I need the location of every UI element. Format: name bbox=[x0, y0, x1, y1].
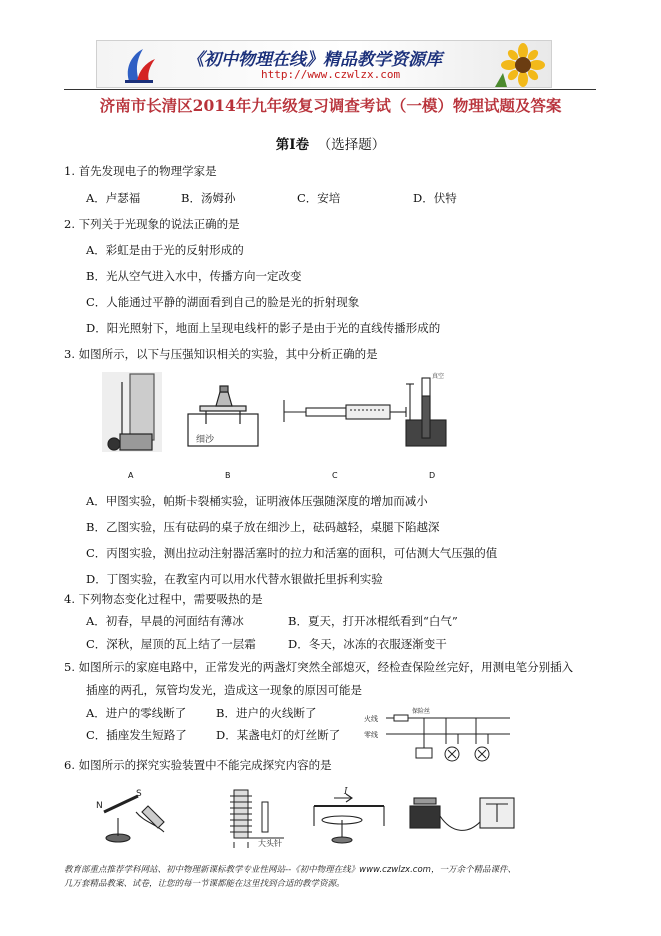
figure-label-a: A bbox=[128, 471, 134, 480]
site-logo-icon bbox=[121, 45, 157, 85]
question-2-option-d[interactable]: D．阳光照射下，地面上呈现电线杆的影子是由于光的直线传播形成的 bbox=[86, 321, 441, 335]
circuit-neutral-label: 零线 bbox=[364, 731, 378, 739]
figure-c-syringe bbox=[284, 400, 406, 422]
question-3-option-d[interactable]: D．丁图实验，在教室内可以用水代替水银做托里拆利实验 bbox=[86, 572, 383, 586]
section-heading-note: （选择题） bbox=[317, 137, 386, 153]
page-footer bbox=[64, 863, 604, 891]
question-4-option-d[interactable]: D．冬天，冰冻的衣服逐渐变干 bbox=[288, 637, 447, 651]
question-5-option-c[interactable]: C．插座发生短路了 bbox=[86, 728, 187, 742]
question-2-option-b[interactable]: B．光从空气进入水中，传播方向一定改变 bbox=[86, 269, 302, 283]
page-title: 济南市长清区2014年九年级复习调查考试（一模）物理试题及答案 bbox=[99, 96, 562, 115]
question-5-stem: 5. 如图所示的家庭电路中，正常发光的两盏灯突然全部熄灭，经检查保险丝完好，用测电笔分别插入 bbox=[64, 660, 574, 674]
magnet-n-label: N bbox=[96, 801, 103, 811]
figure-induction bbox=[410, 798, 514, 830]
question-5-option-d[interactable]: D．某盏电灯的灯丝断了 bbox=[216, 728, 341, 742]
figure-label-d: D bbox=[429, 471, 436, 480]
question-2-stem: 2. 下列关于光现象的说法正确的是 bbox=[64, 217, 240, 231]
question-4-stem: 4. 下列物态变化过程中，需要吸热的是 bbox=[64, 592, 263, 606]
banner-url[interactable]: http://www.czwlzx.com bbox=[261, 68, 401, 81]
section-heading-main: 第Ⅰ卷 bbox=[275, 137, 310, 153]
figure-d-vacuum-label: 真空 bbox=[432, 373, 445, 380]
question-4-option-c[interactable]: C．深秋，屋顶的瓦上结了一层霜 bbox=[86, 637, 256, 651]
question-6-figure bbox=[84, 782, 534, 852]
banner-title: 《初中物理在线》精品教学资源库 bbox=[187, 50, 442, 70]
circuit-live-label: 火线 bbox=[364, 715, 378, 723]
figure-label-c: C bbox=[332, 471, 338, 480]
footer-line-2: 几万套精品教案、试卷，让您的每一节课都能在这里找到合适的教学资源。 bbox=[64, 879, 345, 889]
circuit-fuse-label: 保险丝 bbox=[412, 708, 431, 715]
current-i-label: I bbox=[344, 787, 348, 797]
site-banner bbox=[96, 40, 552, 88]
section-heading bbox=[0, 133, 661, 153]
pin-label: 大头针 bbox=[258, 839, 282, 848]
question-3-option-b[interactable]: B．乙图实验，压有砝码的桌子放在细沙上，砝码越轻，桌腿下陷越深 bbox=[86, 520, 440, 534]
question-4-option-b[interactable]: B．夏天，打开冰棍纸看到“白气” bbox=[288, 614, 458, 628]
question-2-option-c[interactable]: C．人能通过平静的湖面看到自己的脸是光的折射现象 bbox=[86, 295, 360, 309]
footer-line-1: 教育部重点推荐学科网站、初中物理新课标教学专业性网站--《初中物理在线》www.czwlzx.com，一万余个精品课件、 bbox=[64, 865, 516, 875]
question-3-stem: 3. 如图所示，以下与压强知识相关的实验，其中分析正确的是 bbox=[64, 347, 378, 361]
question-5-option-a[interactable]: A．进户的零线断了 bbox=[86, 706, 187, 720]
question-1-option-d[interactable]: D．伏特 bbox=[413, 191, 457, 205]
figure-oersted bbox=[314, 794, 384, 843]
question-5-circuit-figure bbox=[364, 704, 514, 766]
figure-a-barrel bbox=[102, 372, 162, 452]
question-1-option-b[interactable]: B．汤姆孙 bbox=[181, 191, 236, 205]
header-rule bbox=[64, 89, 596, 90]
magnet-s-label: S bbox=[136, 789, 142, 799]
question-1-option-a[interactable]: A．卢瑟福 bbox=[86, 191, 141, 205]
question-6-stem: 6. 如图所示的探究实验装置中不能完成探究内容的是 bbox=[64, 758, 332, 772]
question-4-option-a[interactable]: A．初春，早晨的河面结有薄冰 bbox=[86, 614, 244, 628]
question-1-stem: 1. 首先发现电子的物理学家是 bbox=[64, 164, 217, 178]
sunflower-icon bbox=[493, 43, 545, 87]
figure-d-torricelli bbox=[406, 378, 446, 446]
question-5-stem-continued: 插座的两孔，氖管均发光，造成这一现象的原因可能是 bbox=[86, 683, 362, 697]
figure-label-b: B bbox=[225, 471, 231, 480]
question-5-option-b[interactable]: B．进户的火线断了 bbox=[216, 706, 317, 720]
figure-magnet-compass bbox=[104, 796, 164, 842]
question-3-figure bbox=[100, 370, 450, 454]
question-3-option-c[interactable]: C．丙图实验，测出拉动注射器活塞时的拉力和活塞的面积，可估测大气压强的值 bbox=[86, 546, 498, 560]
question-3-option-a[interactable]: A．甲图实验，帕斯卡裂桶实验，证明液体压强随深度的增加而减小 bbox=[86, 494, 428, 508]
question-2-option-a[interactable]: A．彩虹是由于光的反射形成的 bbox=[86, 243, 244, 257]
question-1-option-c[interactable]: C．安培 bbox=[297, 191, 341, 205]
figure-b-sand-label: 细沙 bbox=[196, 435, 215, 445]
